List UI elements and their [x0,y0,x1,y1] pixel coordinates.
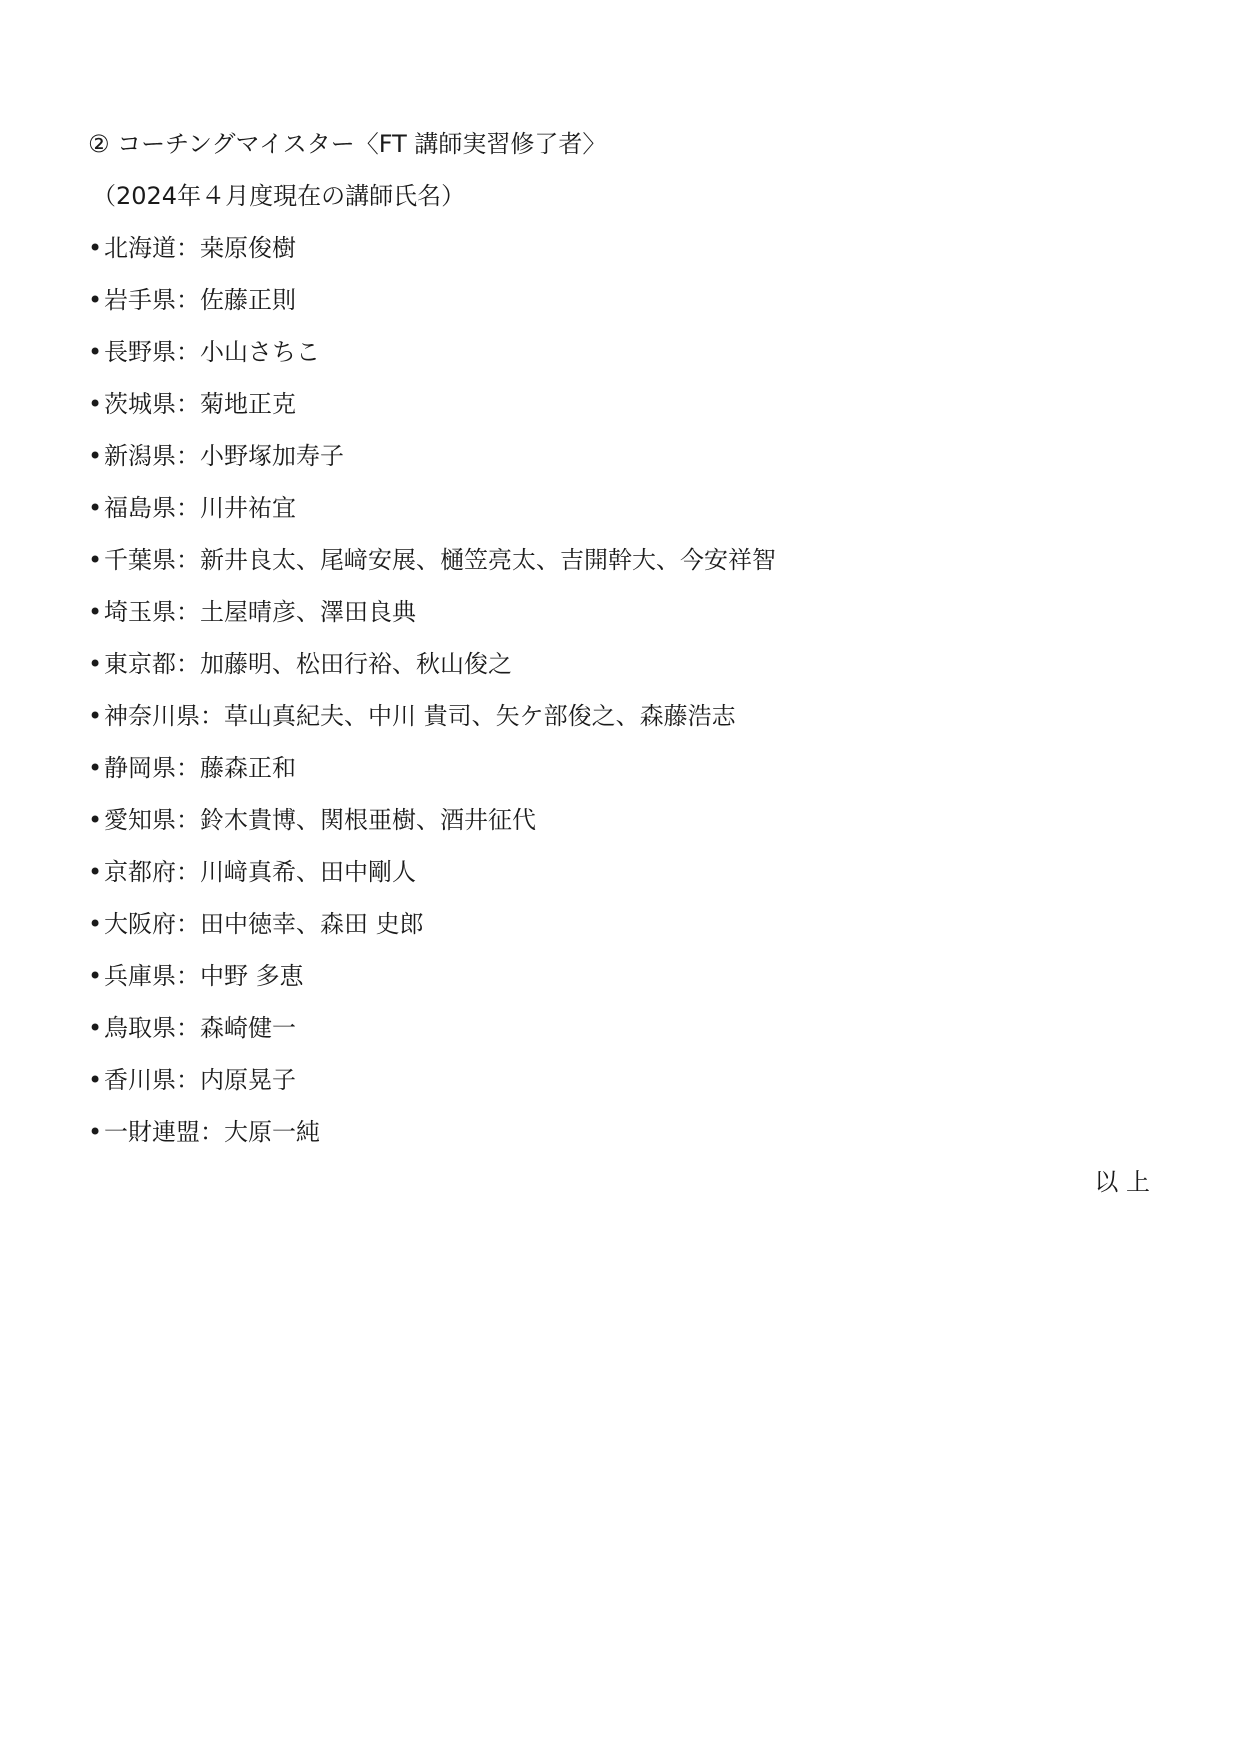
instructor-entry: 長野県：小山さちこ [104,338,320,366]
bullet-icon: • [88,1118,103,1146]
instructor-entry: 兵庫県：中野 多恵 [104,962,304,990]
instructor-entry: 一財連盟：大原一純 [104,1118,320,1146]
section-heading: ② コーチングマイスター〈FT 講師実習修了者〉 [88,130,607,158]
list-item [88,960,776,1012]
instructor-entry: 茨城県：菊地正克 [104,390,296,418]
list-item [88,700,776,752]
list-item [88,336,776,388]
instructor-list [88,232,776,1168]
list-item [88,544,776,596]
bullet-icon: • [88,910,103,938]
list-item [88,648,776,700]
bullet-icon: • [88,234,103,262]
list-item [88,752,776,804]
instructor-entry: 埼玉県：土屋晴彦、澤田良典 [104,598,416,626]
list-item [88,596,776,648]
closing-remark: 以 上 [1094,1168,1150,1196]
bullet-icon: • [88,858,103,886]
instructor-entry: 京都府：川﨑真希、田中剛人 [104,858,416,886]
list-item [88,1012,776,1064]
list-item [88,232,776,284]
list-item [88,492,776,544]
list-item [88,1064,776,1116]
bullet-icon: • [88,390,103,418]
instructor-entry: 大阪府：田中徳幸、森田 史郎 [104,910,424,938]
list-item [88,284,776,336]
list-item [88,440,776,492]
list-item [88,908,776,960]
instructor-entry: 新潟県：小野塚加寿子 [104,442,344,470]
bullet-icon: • [88,754,103,782]
bullet-icon: • [88,546,103,574]
bullet-icon: • [88,1014,103,1042]
instructor-entry: 香川県：内原晃子 [104,1066,296,1094]
instructor-entry: 鳥取県：森崎健一 [104,1014,296,1042]
instructor-entry: 北海道：桒原俊樹 [104,234,296,262]
list-item [88,804,776,856]
instructor-entry: 神奈川県：草山真紀夫、中川 貴司、矢ケ部俊之、森藤浩志 [104,702,736,730]
list-item [88,388,776,440]
section-subheading: （2024年４月度現在の講師氏名） [92,182,466,210]
instructor-entry: 千葉県：新井良太、尾﨑安展、樋笠亮太、吉開幹大、今安祥智 [104,546,776,574]
bullet-icon: • [88,338,103,366]
instructor-entry: 岩手県：佐藤正則 [104,286,296,314]
instructor-entry: 東京都：加藤明、松田行裕、秋山俊之 [104,650,512,678]
bullet-icon: • [88,442,103,470]
list-item [88,856,776,908]
bullet-icon: • [88,702,103,730]
bullet-icon: • [88,962,103,990]
bullet-icon: • [88,286,103,314]
bullet-icon: • [88,650,103,678]
bullet-icon: • [88,494,103,522]
bullet-icon: • [88,1066,103,1094]
bullet-icon: • [88,598,103,626]
bullet-icon: • [88,806,103,834]
list-item [88,1116,776,1168]
instructor-entry: 静岡県：藤森正和 [104,754,296,782]
instructor-entry: 愛知県：鈴木貴博、関根亜樹、酒井征代 [104,806,536,834]
instructor-entry: 福島県：川井祐宜 [104,494,296,522]
